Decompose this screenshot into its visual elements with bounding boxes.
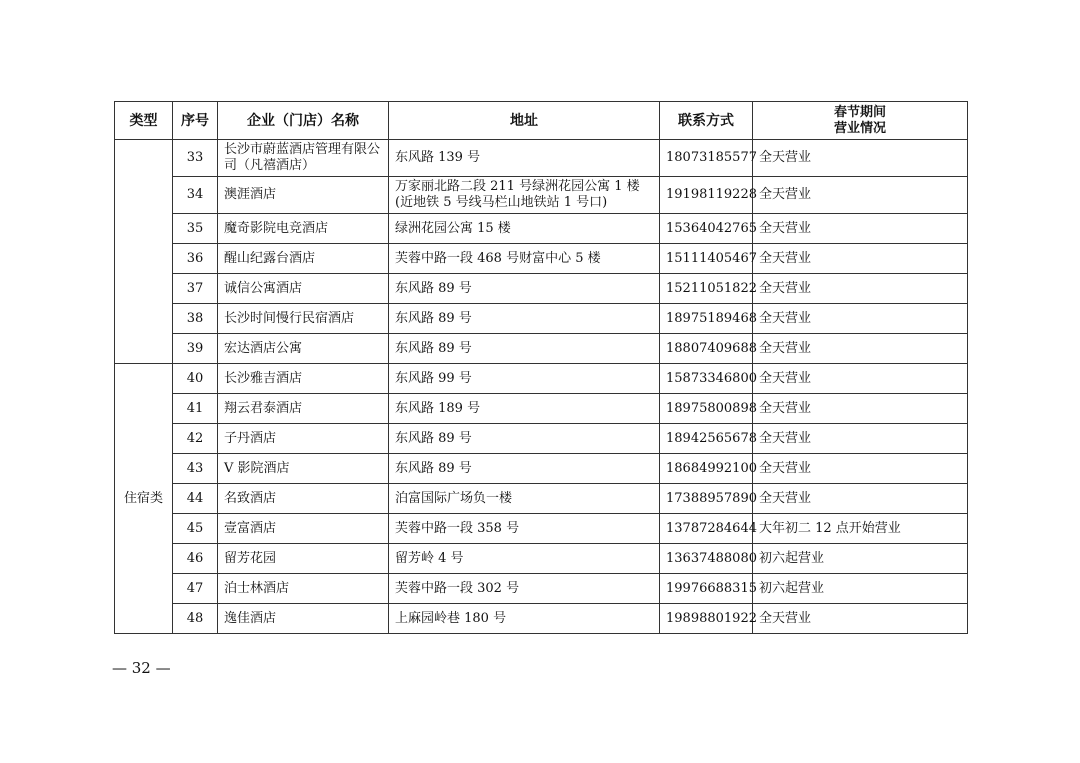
row-index: 37 xyxy=(173,274,218,304)
row-name: V 影院酒店 xyxy=(218,454,389,484)
row-index: 46 xyxy=(173,544,218,574)
row-index: 47 xyxy=(173,574,218,604)
row-phone: 19898801922 xyxy=(660,604,753,634)
row-phone: 19198119228 xyxy=(660,177,753,214)
row-name: 名致酒店 xyxy=(218,484,389,514)
row-status: 全天营业 xyxy=(753,140,968,177)
row-address: 万家丽北路二段 211 号绿洲花园公寓 1 楼(近地铁 5 号线马栏山地铁站 1 号口) xyxy=(389,177,660,214)
table-row xyxy=(115,454,968,484)
row-name: 泊士林酒店 xyxy=(218,574,389,604)
row-phone: 15364042765 xyxy=(660,214,753,244)
header-status-line1: 春节期间 xyxy=(833,104,886,120)
table-row xyxy=(115,364,968,394)
table-row xyxy=(115,574,968,604)
row-phone: 13637488080 xyxy=(660,544,753,574)
row-name: 宏达酒店公寓 xyxy=(218,334,389,364)
row-status: 全天营业 xyxy=(753,244,968,274)
row-name: 逸佳酒店 xyxy=(218,604,389,634)
row-name: 长沙雅吉酒店 xyxy=(218,364,389,394)
row-index: 45 xyxy=(173,514,218,544)
header-index: 序号 xyxy=(173,102,218,140)
row-phone: 17388957890 xyxy=(660,484,753,514)
row-phone: 18807409688 xyxy=(660,334,753,364)
row-address: 东风路 89 号 xyxy=(389,334,660,364)
row-address: 东风路 189 号 xyxy=(389,394,660,424)
table-row xyxy=(115,304,968,334)
row-name: 醒山纪露台酒店 xyxy=(218,244,389,274)
row-name: 留芳花园 xyxy=(218,544,389,574)
row-status: 全天营业 xyxy=(753,364,968,394)
row-index: 41 xyxy=(173,394,218,424)
row-address: 芙蓉中路一段 468 号财富中心 5 楼 xyxy=(389,244,660,274)
header-contact: 联系方式 xyxy=(660,102,753,140)
business-table xyxy=(114,101,968,634)
row-index: 48 xyxy=(173,604,218,634)
row-status: 全天营业 xyxy=(753,304,968,334)
row-address: 绿洲花园公寓 15 楼 xyxy=(389,214,660,244)
row-status: 全天营业 xyxy=(753,394,968,424)
row-index: 34 xyxy=(173,177,218,214)
table-row xyxy=(115,514,968,544)
row-name: 诚信公寓酒店 xyxy=(218,274,389,304)
row-address: 东风路 89 号 xyxy=(389,274,660,304)
row-index: 40 xyxy=(173,364,218,394)
table-row xyxy=(115,274,968,304)
row-phone: 19976688315 xyxy=(660,574,753,604)
table-row xyxy=(115,140,968,177)
row-address: 泊富国际广场负一楼 xyxy=(389,484,660,514)
row-index: 39 xyxy=(173,334,218,364)
row-address: 留芳岭 4 号 xyxy=(389,544,660,574)
row-status: 全天营业 xyxy=(753,334,968,364)
table-row xyxy=(115,484,968,514)
row-index: 38 xyxy=(173,304,218,334)
row-address: 东风路 139 号 xyxy=(389,140,660,177)
row-index: 33 xyxy=(173,140,218,177)
row-name: 长沙时间慢行民宿酒店 xyxy=(218,304,389,334)
row-phone: 15211051822 xyxy=(660,274,753,304)
row-name: 子丹酒店 xyxy=(218,424,389,454)
row-name: 长沙市蔚蓝酒店管理有限公司（凡禧酒店） xyxy=(218,140,389,177)
page-number: — 32 — xyxy=(112,659,171,677)
row-status: 全天营业 xyxy=(753,274,968,304)
row-phone: 18975189468 xyxy=(660,304,753,334)
table-row xyxy=(115,604,968,634)
row-index: 42 xyxy=(173,424,218,454)
row-name: 翔云君泰酒店 xyxy=(218,394,389,424)
row-status: 全天营业 xyxy=(753,604,968,634)
row-status: 全天营业 xyxy=(753,214,968,244)
row-address: 芙蓉中路一段 302 号 xyxy=(389,574,660,604)
row-status: 初六起营业 xyxy=(753,544,968,574)
row-phone: 18975800898 xyxy=(660,394,753,424)
row-name: 壹富酒店 xyxy=(218,514,389,544)
type-cell-empty xyxy=(115,140,173,364)
row-status: 大年初二 12 点开始营业 xyxy=(753,514,968,544)
type-cell-group: 住宿类 xyxy=(115,364,173,634)
row-index: 35 xyxy=(173,214,218,244)
row-phone: 15111405467 xyxy=(660,244,753,274)
row-status: 全天营业 xyxy=(753,484,968,514)
row-index: 36 xyxy=(173,244,218,274)
header-row xyxy=(115,102,968,140)
row-phone: 18684992100 xyxy=(660,454,753,484)
table-row xyxy=(115,424,968,454)
table-row xyxy=(115,244,968,274)
header-type: 类型 xyxy=(115,102,173,140)
row-phone: 13787284644 xyxy=(660,514,753,544)
row-status: 全天营业 xyxy=(753,454,968,484)
table-row xyxy=(115,544,968,574)
row-address: 东风路 89 号 xyxy=(389,304,660,334)
row-address: 上麻园岭巷 180 号 xyxy=(389,604,660,634)
header-status xyxy=(753,102,968,140)
header-status-line2: 营业情况 xyxy=(833,120,886,136)
header-address: 地址 xyxy=(389,102,660,140)
row-status: 初六起营业 xyxy=(753,574,968,604)
row-name: 魔奇影院电竞酒店 xyxy=(218,214,389,244)
table-row xyxy=(115,334,968,364)
table-row xyxy=(115,214,968,244)
row-phone: 15873346800 xyxy=(660,364,753,394)
row-index: 44 xyxy=(173,484,218,514)
row-name: 澳涯酒店 xyxy=(218,177,389,214)
table-row xyxy=(115,394,968,424)
row-address: 东风路 89 号 xyxy=(389,424,660,454)
table-row xyxy=(115,177,968,214)
header-name: 企业（门店）名称 xyxy=(218,102,389,140)
row-index: 43 xyxy=(173,454,218,484)
table-body xyxy=(115,140,968,634)
row-status: 全天营业 xyxy=(753,177,968,214)
row-address: 东风路 89 号 xyxy=(389,454,660,484)
row-address: 东风路 99 号 xyxy=(389,364,660,394)
row-address: 芙蓉中路一段 358 号 xyxy=(389,514,660,544)
row-phone: 18073185577 xyxy=(660,140,753,177)
row-phone: 18942565678 xyxy=(660,424,753,454)
row-status: 全天营业 xyxy=(753,424,968,454)
